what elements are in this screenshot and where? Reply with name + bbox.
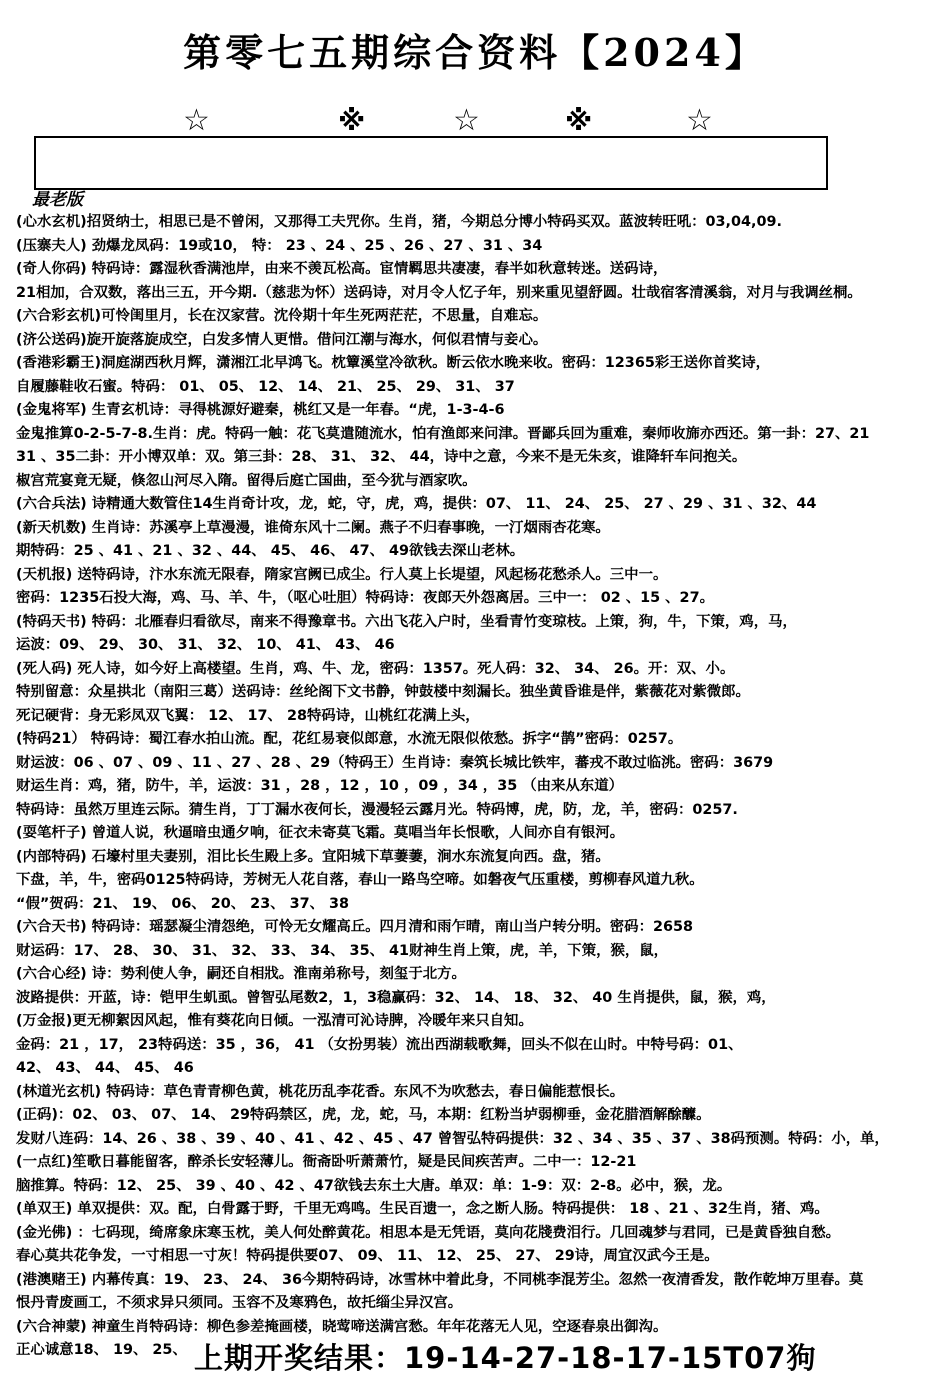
text-line: 春心莫共花争发，一寸相思一寸灰！特码提供要07、 09、 11、 12、 25、 27、 29诗，周宜汉武今王是。 bbox=[16, 1248, 719, 1264]
text-line: (金鬼将军) 生青玄机诗：寻得桃源好避秦，桃红又是一年春。“虎，1-3-4-6 bbox=[16, 402, 505, 418]
star-icon: ☆ bbox=[686, 103, 713, 138]
text-line: (六合心经) 诗：势利使人争，嗣还自相戕。淮南弟称号，刻玺于北方。 bbox=[16, 966, 466, 982]
text-line: (林道光玄机) 特码诗：草色青青柳色黄，桃花历乱李花香。东风不为吹愁去，春日偏能惹恨长。 bbox=[16, 1083, 625, 1100]
text-line: 21相加，合双数，落出三五，开今期.（慈悲为怀）送码诗，对月令人忆子年，别来重见望舒圆。壮哉宿客清溪翁，对月与我调丝桐。 bbox=[16, 284, 862, 301]
text-line: (死人码) 死人诗，如今好上高楼望。生肖，鸡、牛、龙，密码：1357。死人码：32、 34、 26。开：双、小。 bbox=[16, 660, 735, 677]
text-line: (新天机数) 生肖诗：苏溪亭上草漫漫，谁倚东风十二阑。燕子不归春事晚，一汀烟雨杏花寒。 bbox=[16, 519, 610, 536]
text-line: (六合天书) 特码诗：瑶瑟凝尘清怨绝，可怜无女耀高丘。四月清和雨乍晴，南山当户转分明。密码：2658 bbox=[16, 919, 694, 935]
text-line: (一点红)笙歌日暮能留客，醉杀长安轻薄儿。衙斋卧听萧萧竹，疑是民间疾苦声。二中一：12-21 bbox=[16, 1154, 637, 1170]
text-line: (六合兵法) 诗精通大数管住14生肖奇计攻，龙，蛇，守，虎，鸡，提供：07、 11、 24、 25、 27 、29 、31 、32、44 bbox=[16, 496, 817, 512]
text-line: 脑推算。特码：12、 25、 39 、40 、42 、47欲钱去东土大唐。单双：单：1-9：双：2-8。必中，猴，龙。 bbox=[16, 1177, 732, 1194]
page-title: 第零七五期综合资料【2024】 bbox=[183, 30, 767, 75]
decorative-marks bbox=[0, 104, 950, 138]
text-line: 发财八连码：14、26 、38 、39 、40 、41 、42 、45 、47 曾智弘特码提供：32 、34 、35 、37 、38码预测。特码：小，单， bbox=[16, 1130, 889, 1147]
reference-mark-icon: ※ bbox=[338, 104, 366, 137]
text-line: 下盘，羊，牛，密码0125特码诗，芳树无人花自落，春山一路鸟空啼。如磐夜气压重楼，剪柳春风道九秋。 bbox=[16, 872, 704, 888]
text-line: (心水玄机)招贤纳士，相思已是不曾闲，又那得工夫咒你。生肖，猪，今期总分博小特码买双。蓝波转旺吼：03,04,09. bbox=[16, 214, 782, 230]
text-line: (耍笔杆子) 曾道人说，秋逼暗虫通夕响，征衣未寄莫飞霜。莫唱当年长恨歌，人间亦自有银河。 bbox=[16, 825, 625, 841]
text-line: 正心诚意18、 19、 25、 bbox=[16, 1342, 187, 1358]
text-line: (压寨夫人) 劲爆龙凤码：19或10， 特： 23 、24 、25 、26 、27 、31 、34 bbox=[16, 237, 543, 254]
text-line: 期特码：25 、41 、21 、32 、44、 45、 46、 47、 49欲钱去深山老林。 bbox=[16, 543, 525, 559]
text-line: (港澳赌王) 内幕传真：19、 23、 24、 36今期特码诗，冰雪林中着此身，不同桃李混芳尘。忽然一夜清香发，散作乾坤万里春。莫 bbox=[16, 1271, 864, 1288]
text-line: (六合神蒙) 神童生肖特码诗：柳色参差掩画楼，晓莺啼送满宫愁。年年花落无人见，空逐春泉出御沟。 bbox=[16, 1318, 668, 1335]
text-line: (单双王) 单双提供：双。配，白骨露于野，千里无鸡鸣。生民百遗一，念之断人肠。特码提供： 18 、21 、32生肖，猪、鸡。 bbox=[16, 1201, 829, 1217]
blank-banner-box bbox=[34, 136, 828, 190]
text-line: 死记硬背：身无彩凤双飞翼： 12、 17、 28特码诗，山桃红花满上头， bbox=[16, 707, 480, 724]
text-line: 金码：21 ，17， 23特码送：35 ，36， 41 （女扮男装）流出西湖载歌舞，回头不似在山时。中特号码：01、 bbox=[16, 1036, 743, 1053]
text-line: (香港彩霸王)洞庭湖西秋月辉，潇湘江北早鸿飞。枕簟溪堂冷欲秋。断云依水晚来收。密码：12365彩王送你首奖诗， bbox=[16, 355, 770, 371]
text-line: (特码21） 特码诗：蜀江春水拍山流。配，花红易衰似郎意，水流无限似侬愁。拆字“鹊”密码：0257。 bbox=[16, 731, 683, 747]
text-line: (天机报) 送特码诗，汴水东流无限春，隋家宫阙已成尘。行人莫上长堤望，风起杨花愁杀人。三中一。 bbox=[16, 566, 668, 583]
text-line: 自履藤鞋收石蜜。特码： 01、 05、 12、 14、 21、 25、 29、 31、 37 bbox=[16, 378, 515, 395]
star-icon: ☆ bbox=[183, 103, 210, 138]
text-line: 特码诗：虽然万里连云际。猜生肖，丁丁漏水夜何长，漫漫轻云露月光。特码博，虎，防，龙，羊，密码：0257. bbox=[16, 801, 738, 818]
text-line: (内部特码) 石壕村里夫妻别，泪比长生殿上多。宜阳城下草萋萋，涧水东流复向西。盘，猪。 bbox=[16, 848, 610, 865]
text-line: 椒宫荒宴竟无疑，倏忽山河尽入隋。留得后庭亡国曲，至今犹与酒家吹。 bbox=[16, 472, 477, 489]
text-line: 密码：1235石投大海，鸡、马、羊、牛，（呕心吐胆）特码诗：夜郎天外怨离居。三中一： 02 、15 、27。 bbox=[16, 590, 714, 606]
text-line: (正码)：02、 03、 07、 14、 29特码禁区，虎，龙，蛇，马，本期：红粉当垆弱柳垂，金花腊酒解酴醾。 bbox=[16, 1107, 711, 1123]
text-line: 金鬼推算0-2-5-7-8.生肖：虎。特码一触：花飞莫遣随流水，怕有渔郎来问津。晋鄙兵回为重难，秦师收旆亦西还。第一卦：27、21 bbox=[16, 425, 870, 442]
text-line: (六合彩玄机)可怜闺里月，长在汉家营。沈伶期十年生死两茫茫，不思量，自难忘。 bbox=[16, 308, 548, 324]
text-line: (金光佛) ：七码现，绮席象床寒玉枕，美人何处醉黄花。相思本是无凭语，莫向花牋费泪行。几回魂梦与君同，已是黄昏独自愁。 bbox=[16, 1224, 841, 1241]
text-line: (济公送码)旋开旋落旋成空，白发多情人更惜。借问江潮与海水，何似君情与妾心。 bbox=[16, 331, 548, 348]
content-body bbox=[16, 211, 948, 1363]
text-line: 恨丹青废画工，不须求异只须同。玉容不及寒鸦色，故托缁尘异汉宫。 bbox=[16, 1295, 463, 1311]
text-line: (奇人你码) 特码诗：露湿秋香满池岸，由来不羡瓦松高。宦情羁思共凄凄，春半如秋意转迷。送码诗， bbox=[16, 261, 668, 277]
text-line: (万金报)更无柳絮因风起，惟有葵花向日倾。一泓清可沁诗脾，冷暖年来只自知。 bbox=[16, 1013, 533, 1029]
text-line: 财运码：17、 28、 30、 31、 32、 33、 34、 35、 41财神生肖上策，虎，羊，下策，猴，鼠， bbox=[16, 942, 669, 959]
text-line: (特码天书) 特码：北雁春归看欲尽，南来不得豫章书。六出飞花入户时，坐看青竹变琼枝。上策，狗，牛，下策，鸡，马， bbox=[16, 613, 797, 630]
text-line: 财运生肖：鸡，猪，防牛，羊，运波：31 ，28 ，12 ，10 ，09 ，34 ，35 （由来从东道） bbox=[16, 778, 623, 794]
text-line: 31 、35二卦：开小博双单：双。第三卦：28、 31、 32、 44，诗中之意，今来不是无朱亥，谁降轩车问抱关。 bbox=[16, 449, 747, 465]
text-line: 42、 43、 44、 45、 46 bbox=[16, 1060, 194, 1076]
star-icon: ☆ bbox=[453, 103, 480, 138]
reference-mark-icon: ※ bbox=[565, 104, 593, 137]
text-line: “假”贺码：21、 19、 06、 20、 23、 37、 38 bbox=[16, 895, 350, 912]
text-line: 财运波：06 、07 、09 、11 、27 、28 、29（特码王）生肖诗：秦筑长城比铁牢，蕃戎不敢过临洮。密码：3679 bbox=[16, 754, 774, 771]
text-line: 特别留意：众星拱北（南阳三葛）送码诗：丝纶阁下文书静，钟鼓楼中刻漏长。独坐黄昏谁是伴，紫薇花对紫微郎。 bbox=[16, 684, 750, 700]
edition-label: 最老版 bbox=[32, 190, 83, 210]
text-line: 运波：09、 29、 30、 31、 32、 10、 41、 43、 46 bbox=[16, 637, 395, 653]
last-draw-result: 上期开奖结果：19-14-27-18-17-15T07狗 bbox=[188, 1338, 822, 1378]
text-line: 波路提供：开蓝，诗：铠甲生虮虱。曾智弘尾数2，1，3稳赢码：32、 14、 18、 32、 40 生肖提供，鼠，猴，鸡， bbox=[16, 989, 776, 1006]
